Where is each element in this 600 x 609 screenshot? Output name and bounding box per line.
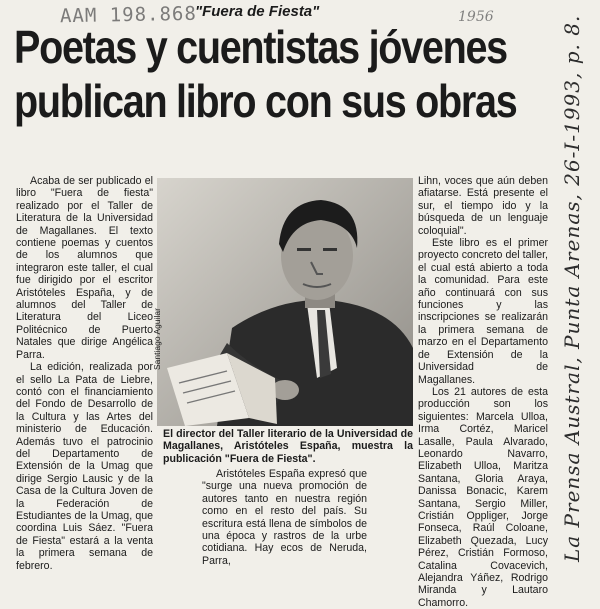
headline-line-1: Poetas y cuentistas jóvenes bbox=[14, 21, 507, 73]
paragraph: Los 21 autores de esta producción son los siguientes: Marcela Ulloa, Irma Cortéz, Maricel Lasalle, Paula Alvarado, Leonardo Navarro, Elizabeth Ulloa, Maritza Santana, Gloria Araya, Danissa Bonacic, Karem Santana, Sergio Miller, Cristián Oppliger, Jorge Fonseca, Raúl Coloane, Elizabeth Quezada, Lucy Pérez, Cristián Formoso, Catalina Covacevich, Alejandra Yáñez, Rodrigo Miranda y Lautaro Chamorro. bbox=[418, 385, 548, 609]
handwritten-year: 1956 bbox=[458, 9, 494, 25]
article-column-3 bbox=[418, 175, 548, 609]
handwritten-source-note: La Prensa Austral, Punta Arenas, 26-I-1993, p. 8. bbox=[560, 14, 584, 562]
archive-stamp-code: ААМ 198.868 bbox=[59, 2, 198, 28]
photo-credit: Santiago Aguilar bbox=[152, 308, 162, 370]
paragraph: Aristóteles España expresó que "surge una nueva promoción de autores tanto en nuestra región como en el resto del país. Su escritura está llena de símbolos de una época y rastros de la urbe cotidiana. Hay ecos de Neruda, Parra, bbox=[202, 468, 367, 567]
article-column-2 bbox=[202, 468, 367, 567]
paragraph: Este libro es el primer proyecto concreto del taller, el cual está abierto a toda la comunidad. Para este año continuará con sus funciones y las inscripciones se realizarán la primera semana de marzo en el Departamento de Extensión de la Universidad de Magallanes. bbox=[418, 237, 548, 386]
article-kicker: "Fuera de Fiesta" bbox=[195, 3, 320, 20]
paragraph-continued: Lihn, voces que aún deben afiatarse. Está presente el sur, el tiempo ido y la búsqueda de un lenguaje coloquial". bbox=[418, 175, 548, 237]
photo-caption: El director del Taller literario de la Universidad de Magallanes, Aristóteles España, muestra la publicación "Fuera de Fiesta". bbox=[163, 428, 413, 465]
paragraph: La edición, realizada por el sello La Pata de Liebre, contó con el financiamiento del Fondo de Desarrollo de la Cultura y las Artes del ministerio de Educación. Además tuvo el patrocinio del Departamento de Extensión de la Umag que dirige Sergio Lausic y de la Casa de la Cultura Joven de la Federación de Estudiantes de la Umag, que coordina Luis Sáez. "Fuera de Fiesta" estará a la venta la primera semana de febrero. bbox=[16, 361, 153, 572]
article-photo bbox=[157, 178, 413, 426]
paragraph: Acaba de ser publicado el libro "Fuera de fiesta" realizado por el Taller de Literatura de la Universidad de Magallanes. El texto contiene poemas y cuentos de los alumnos que integraron este taller, el cual fue dirigido por el escritor Aristóteles España, y de alumnos del Taller de Literatura del Liceo Politécnico de Puerto Natales que dirige Angélica Parra. bbox=[16, 175, 153, 361]
headline-line-2: publican libro con sus obras bbox=[14, 75, 517, 127]
article-column-1 bbox=[16, 175, 153, 572]
man-reading-book-photo bbox=[157, 178, 413, 426]
article-headline bbox=[14, 20, 517, 128]
